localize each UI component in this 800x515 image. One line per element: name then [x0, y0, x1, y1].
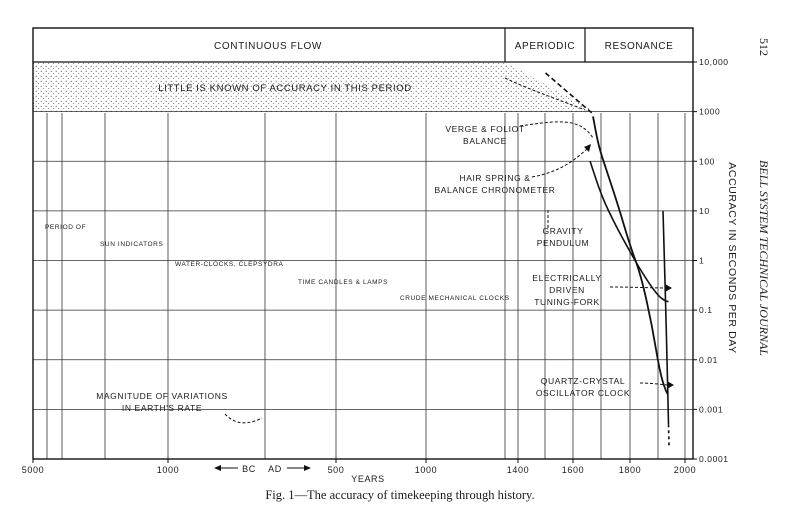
hair-spring-leader: [532, 148, 588, 177]
y-tick-label: 0.1: [699, 305, 713, 316]
accuracy-curve-2: [590, 161, 668, 301]
y-tick-label: 1000: [699, 106, 721, 117]
x-tick-label: 5000: [21, 465, 45, 475]
tuning-fork-arrowhead: [665, 284, 672, 292]
band-resonance: RESONANCE: [604, 41, 674, 52]
y-tick-label: 0.01: [699, 354, 718, 365]
y-tick-label: 0.0001: [699, 454, 729, 464]
x-tick-label: 1000: [156, 465, 180, 475]
x-tick-label: 1800: [618, 465, 642, 475]
hair-spring-label-1: HAIR SPRING &: [459, 173, 531, 183]
y-tick-labels: [693, 57, 729, 464]
time-candles-label: TIME CANDLES & LAMPS: [298, 279, 389, 286]
hair-spring-label-2: BALANCE CHRONOMETER: [434, 185, 556, 195]
earth-rate-label-1: MAGNITUDE OF VARIATIONS: [96, 391, 228, 401]
band-continuous-flow: CONTINUOUS FLOW: [214, 41, 322, 52]
earth-rate-label-2: IN EARTH'S RATE: [121, 403, 203, 413]
ad-arrowhead: [304, 465, 311, 471]
gravity-pendulum-label-2: PENDULUM: [536, 238, 590, 248]
band-aperiodic: APERIODIC: [514, 41, 576, 52]
gravity-pendulum-label-1: GRAVITY: [542, 226, 584, 236]
y-axis-title: ACCURACY IN SECONDS PER DAY: [726, 162, 738, 354]
leader-arrowheads: [584, 144, 674, 389]
earth-rate-leader: [225, 414, 262, 423]
bc-label: BC: [242, 464, 256, 474]
journal-title: BELL SYSTEM TECHNICAL JOURNAL: [757, 160, 771, 356]
quartz-label-2: OSCILLATOR CLOCK: [535, 388, 631, 398]
water-clocks-label: WATER-CLOCKS, CLEPSYDRA: [175, 261, 284, 268]
x-tick-label: 1400: [506, 465, 530, 475]
y-tick-label: 100: [699, 156, 715, 167]
quartz-leader: [640, 383, 670, 385]
verge-foliot-label-2: BALANCE: [463, 136, 507, 146]
little-known-label: LITTLE IS KNOWN OF ACCURACY IN THIS PERIOD: [158, 83, 412, 94]
x-tick-label: 1600: [561, 465, 585, 475]
x-tick-label: 2000: [673, 465, 697, 475]
tuning-fork-leader: [610, 287, 668, 288]
quartz-label-1: QUARTZ-CRYSTAL: [540, 376, 626, 386]
ad-label: AD: [268, 464, 282, 474]
x-axis-title: YEARS: [351, 474, 385, 484]
y-tick-label: 1: [699, 255, 705, 266]
verge-leader: [520, 122, 593, 138]
bc-ad-marker: [214, 464, 311, 474]
x-tick-labels: [22, 459, 696, 475]
page-number: 512: [757, 38, 771, 56]
figure-caption: Fig. 1—The accuracy of timekeeping through history.: [265, 488, 535, 502]
y-tick-label: 10: [699, 205, 710, 216]
x-tick-label: 500: [327, 465, 345, 475]
sun-indicators-label: SUN INDICATORS: [100, 241, 164, 248]
quartz-extrapolation: [669, 424, 670, 446]
x-tick-label: 1000: [414, 465, 438, 475]
tuning-fork-label-1: ELECTRICALLY: [532, 273, 602, 283]
y-tick-label: 0.001: [699, 404, 724, 415]
period-of-label: PERIOD OF: [45, 224, 87, 231]
tuning-fork-label-2: DRIVEN: [549, 285, 585, 295]
tuning-fork-label-3: TUNING-FORK: [534, 297, 600, 307]
y-tick-label: 10,000: [699, 57, 729, 67]
bc-arrowhead: [214, 465, 221, 471]
verge-foliot-label-1: VERGE & FOLIOT: [445, 124, 525, 134]
hair-spring-arrowhead: [584, 144, 591, 152]
accuracy-curve-1: [593, 116, 669, 394]
crude-mechanical-clocks-label: CRUDE MECHANICAL CLOCKS: [400, 295, 510, 302]
